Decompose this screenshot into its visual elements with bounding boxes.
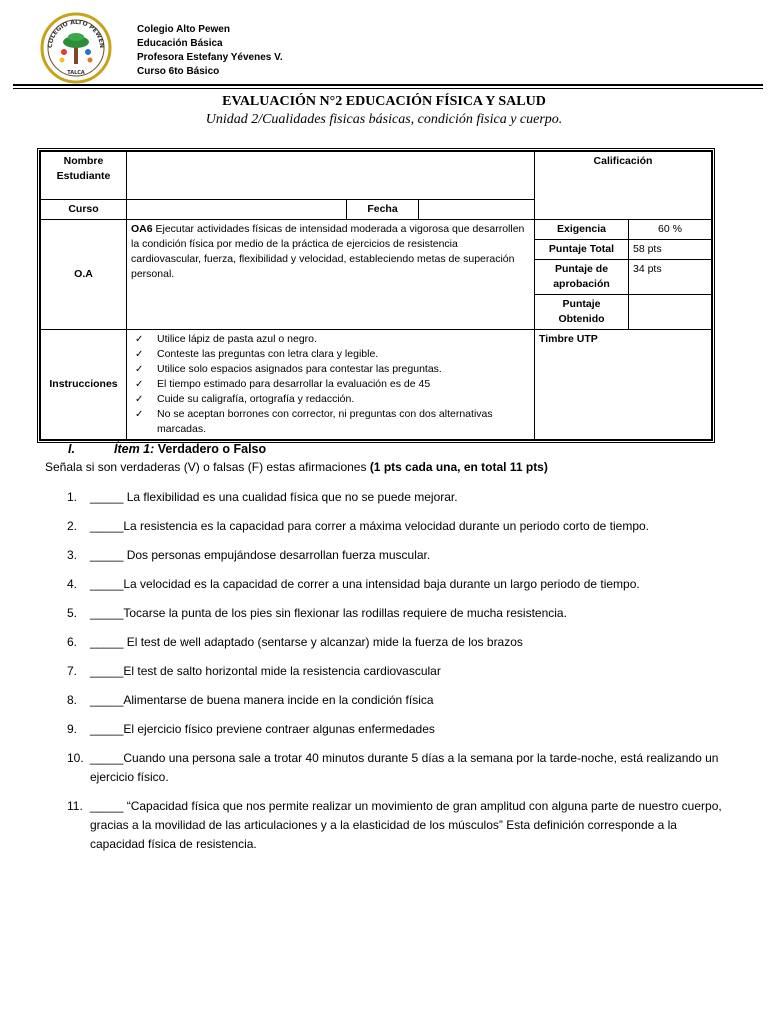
instruction-item: ✓ No se aceptan borrones con corrector, ni preguntas con dos alternativas marcadas. [135,407,530,437]
instructions-cell [127,330,535,440]
question-text[interactable]: _____ Dos personas empujándose desarrollan fuerza muscular. [90,548,431,562]
header-rule-thin [13,88,763,89]
logo-ring-text: COLEGIO ALTO PEWEN [46,18,106,49]
question-number: 6. [67,635,78,649]
page-subtitle: Unidad 2/Cualidades fisicas básicas, condición fisica y cuerpo. [205,112,563,127]
aprobacion-value: 34 pts [629,260,712,295]
question-number: 11. [67,799,83,813]
question-text[interactable]: _____ El test de well adaptado (sentarse y alcanzar) mide la fuerza de los brazos [90,635,523,649]
student-info-table [37,148,715,443]
question-item [67,691,727,710]
instructions-list [131,332,530,437]
fecha-field[interactable] [419,200,535,220]
question-number: 9. [67,722,78,736]
instrucciones-label: Instrucciones [41,330,127,440]
question-item [67,633,727,652]
question-text[interactable]: _____Tocarse la punta de los pies sin flexionar las rodillas requiere de mucha resistencia. [90,606,567,620]
obtenido-field[interactable] [629,295,712,330]
exigencia-label: Exigencia [535,220,629,240]
question-text[interactable]: _____El ejercicio físico previene contraer algunas enfermedades [90,722,435,736]
calificacion-label: Calificación [535,152,712,220]
school-logo-icon [40,12,112,84]
question-number: 2. [67,519,78,533]
obtenido-label: Puntaje Obtenido [535,295,629,330]
oa-text: Ejecutar actividades físicas de intensidad moderada a vigorosa que desarrollen la condición física por medio de la práctica de ejercicios de resistencia cardiovascular, fuerza, flexibilidad y velocidad, estableciendo metas de superación personal. [131,223,525,280]
question-number: 1. [67,490,78,504]
instruction-item: ✓ Utilice solo espacios asignados para contestar las preguntas. [135,362,530,377]
nombre-label: Nombre Estudiante [41,152,127,200]
question-item [67,604,727,623]
question-text[interactable]: _____Alimentarse de buena manera incide en la condición física [90,693,434,707]
item-points: (1 pts cada una, en total 11 pts) [369,460,548,474]
header-rule-thick [13,84,763,86]
item-number: I. [68,442,75,456]
question-text[interactable]: _____La velocidad es la capacidad de correr a una intensidad baja durante un largo periodo de tiempo. [90,577,640,591]
page-title: EVALUACIÓN N°2 EDUCACIÓN FÍSICA Y SALUD [222,94,546,109]
school-level: Educación Básica [137,38,223,49]
fecha-label: Fecha [347,200,419,220]
question-item [67,488,727,507]
question-text[interactable]: _____El test de salto horizontal mide la resistencia cardiovascular [90,664,441,678]
question-number: 10. [67,751,84,765]
question-item [67,662,727,681]
oa-label: O.A [41,220,127,330]
question-number: 7. [67,664,78,678]
question-text[interactable]: _____La resistencia es la capacidad para correr a máxima velocidad durante un periodo corto de tiempo. [90,519,649,533]
item-intro-text: Señala si son verdaderas (V) o falsas (F) estas afirmaciones [45,460,370,474]
logo-bottom-text: TALCA [67,70,85,76]
course-name: Curso 6to Básico [137,66,220,77]
question-item [67,749,727,787]
school-info [137,23,283,79]
question-text[interactable]: _____ “Capacidad física que nos permite realizar un movimiento de gran amplitud con alguna parte de nuestro cuerpo, gracias a la movilidad de las articulaciones y a la elasticidad de los músculos” Esta definición corresponde a la capacidad física de resistencia. [90,799,722,851]
exigencia-value: 60 % [629,220,712,240]
curso-label: Curso [41,200,127,220]
question-number: 5. [67,606,78,620]
puntaje-total-label: Puntaje Total [535,240,629,260]
question-text[interactable]: _____ La flexibilidad es una cualidad física que no se puede mejorar. [90,490,458,504]
aprobacion-label: Puntaje de aprobación [535,260,629,295]
instruction-item: ✓ Conteste las preguntas con letra clara y legible. [135,347,530,362]
question-list [67,488,727,864]
question-number: 8. [67,693,78,707]
teacher-name: Profesora Estefany Yévenes V. [137,52,283,63]
question-item [67,546,727,565]
school-name: Colegio Alto Pewen [137,24,230,35]
item-heading [68,442,266,456]
question-item [67,720,727,739]
timbre-utp: Timbre UTP [535,330,712,440]
instruction-item: ✓ El tiempo estimado para desarrollar la evaluación es de 45 [135,377,530,392]
nombre-field[interactable] [127,152,535,200]
question-item [67,575,727,594]
puntaje-total-value: 58 pts [629,240,712,260]
item-label: Ítem 1: [114,442,155,456]
curso-field[interactable] [127,200,347,220]
item-title: Verdadero o Falso [154,442,267,456]
question-item [67,517,727,536]
question-number: 4. [67,577,78,591]
instruction-item: ✓ Cuide su caligrafía, ortografía y redacción. [135,392,530,407]
item-instructions [45,460,548,474]
question-text[interactable]: _____Cuando una persona sale a trotar 40 minutos durante 5 días a la semana por la tarde-noche, está realizando un ejercicio físico. [90,751,719,784]
question-number: 3. [67,548,78,562]
instruction-item: ✓ Utilice lápiz de pasta azul o negro. [135,332,530,347]
oa-description [127,220,535,330]
question-item [67,797,727,854]
oa-code: OA6 [131,223,153,235]
